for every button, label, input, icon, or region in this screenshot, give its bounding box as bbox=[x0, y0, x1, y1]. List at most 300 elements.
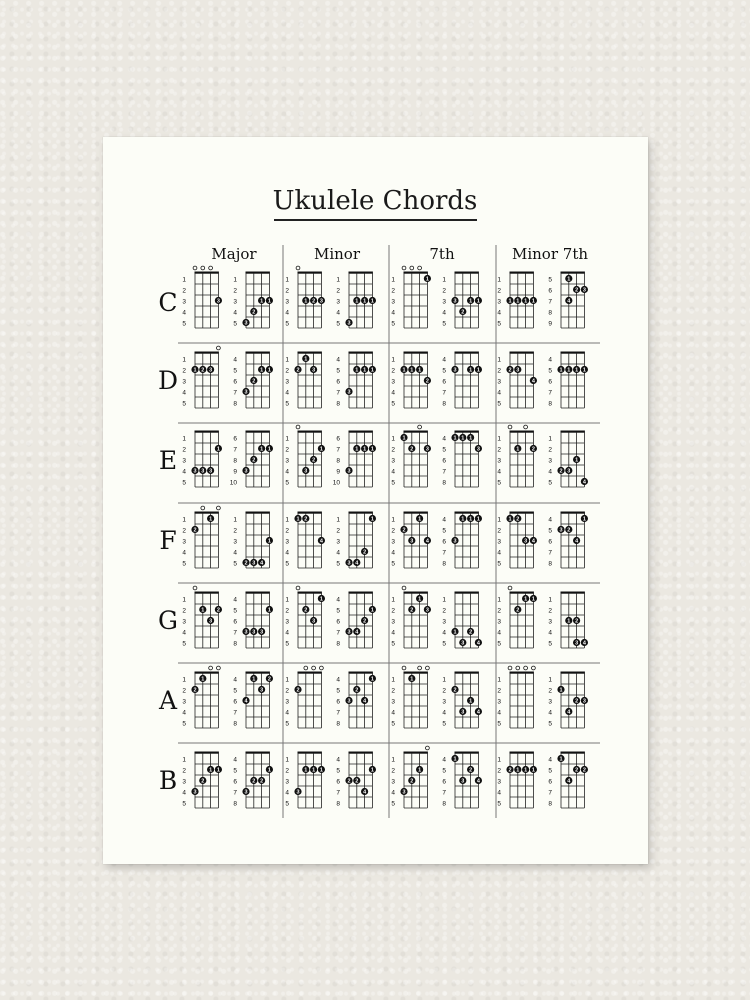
chord-c-8-fret-number: 5 bbox=[548, 276, 552, 284]
chord-a-8-finger-label: 2 bbox=[575, 698, 579, 705]
chord-g-3-fret-number: 1 bbox=[285, 596, 289, 604]
chord-a-8-fret-number: 3 bbox=[548, 698, 552, 706]
chord-c-5-open-string bbox=[418, 266, 422, 270]
chord-e-4-fret-number: 6 bbox=[336, 435, 340, 443]
chord-b-1-fret-number: 4 bbox=[182, 789, 186, 797]
chord-c-2-fret-number: 3 bbox=[233, 298, 237, 306]
chord-d-4-fret-number: 5 bbox=[336, 367, 340, 375]
chord-a-8-fret-number: 1 bbox=[548, 676, 552, 684]
chord-d-6-fret-number: 4 bbox=[442, 356, 446, 364]
chord-e-2-nut bbox=[246, 431, 270, 433]
row-label-d: D bbox=[157, 366, 179, 395]
chord-c-2-finger-label: 2 bbox=[252, 309, 256, 316]
chord-a-1-open-string bbox=[217, 666, 221, 670]
chord-a-1-finger-label: 1 bbox=[201, 676, 205, 683]
chord-b-1-fret-number: 3 bbox=[182, 778, 186, 786]
chord-b-8-nut bbox=[561, 752, 585, 754]
chord-e-7-fret-number: 5 bbox=[497, 479, 501, 487]
chord-f-8-finger-label: 1 bbox=[582, 516, 586, 523]
chord-b-7-finger-label: 1 bbox=[524, 767, 528, 774]
chord-f-1-fret-number: 4 bbox=[182, 549, 186, 557]
chord-e-3-fret-number: 5 bbox=[285, 479, 289, 487]
chord-a-1-fret-number: 3 bbox=[182, 698, 186, 706]
chord-e-3-finger-label: 2 bbox=[312, 457, 316, 464]
chord-a-4-finger-label: 4 bbox=[363, 698, 367, 705]
chord-f-4-nut bbox=[349, 512, 373, 514]
chord-a-5-fret-number: 4 bbox=[391, 709, 395, 717]
chord-g-6-fret-number: 5 bbox=[442, 640, 446, 648]
chord-c-1-open-string bbox=[193, 266, 197, 270]
chord-b-3-fret-number: 5 bbox=[285, 800, 289, 808]
chord-c-6-finger-label: 1 bbox=[469, 298, 473, 305]
chord-c-4-fret-number: 2 bbox=[336, 287, 340, 295]
chord-b-4-fret-number: 4 bbox=[336, 756, 340, 764]
chord-b-2-nut bbox=[246, 752, 270, 754]
chord-d-6-fret-number: 7 bbox=[442, 389, 446, 397]
chord-e-6-finger-label: 1 bbox=[461, 435, 465, 442]
chord-f-2-fret-number: 3 bbox=[233, 538, 237, 546]
chord-d-7-finger-label: 2 bbox=[508, 367, 512, 374]
chord-g-4-finger-label: 1 bbox=[370, 607, 374, 614]
chord-a-6-fret-number: 2 bbox=[442, 687, 446, 695]
chord-g-5-open-string bbox=[402, 586, 406, 590]
chord-g-6-fret-number: 1 bbox=[442, 596, 446, 604]
chord-g-7-fret-number: 2 bbox=[497, 607, 501, 615]
chord-g-2-nut bbox=[246, 592, 270, 594]
chord-b-2-fret-number: 7 bbox=[233, 789, 237, 797]
chord-b-2-fret-number: 5 bbox=[233, 767, 237, 775]
chord-f-2-nut bbox=[246, 512, 270, 514]
chord-d-4-finger-label: 1 bbox=[355, 367, 359, 374]
chord-c-3-open-string bbox=[296, 266, 300, 270]
chord-f-4-finger-label: 3 bbox=[347, 560, 351, 567]
chord-a-2-finger-label: 4 bbox=[244, 698, 248, 705]
chord-b-7-fret-number: 3 bbox=[497, 778, 501, 786]
chord-f-3-fret-number: 2 bbox=[285, 527, 289, 535]
chord-f-6-fret-number: 7 bbox=[442, 549, 446, 557]
chord-f-4-fret-number: 3 bbox=[336, 538, 340, 546]
chord-f-5-finger-label: 4 bbox=[425, 538, 429, 545]
row-label-g: G bbox=[158, 606, 178, 635]
chord-g-6-fret-number: 2 bbox=[442, 607, 446, 615]
chord-e-5-nut bbox=[404, 431, 428, 433]
chord-g-7-finger-label: 1 bbox=[531, 596, 535, 603]
chord-d-5-nut bbox=[404, 352, 428, 354]
column-header-minor: Minor bbox=[313, 245, 361, 263]
chord-e-1-finger-label: 1 bbox=[216, 446, 220, 453]
chord-c-6-finger-label: 1 bbox=[476, 298, 480, 305]
chord-c-8-finger-label: 3 bbox=[582, 287, 586, 294]
chord-e-4-fret-number: 7 bbox=[336, 446, 340, 454]
chord-e-1-finger-label: 3 bbox=[193, 468, 197, 475]
chord-a-5-fret-number: 1 bbox=[391, 676, 395, 684]
chord-g-8-fret-number: 3 bbox=[548, 618, 552, 626]
chord-b-6-fret-number: 8 bbox=[442, 800, 446, 808]
chord-f-8-finger-label: 3 bbox=[559, 527, 563, 534]
chord-f-3-finger-label: 1 bbox=[296, 516, 300, 523]
chord-b-8-fret-number: 8 bbox=[548, 800, 552, 808]
chord-g-6-fret-number: 4 bbox=[442, 629, 446, 637]
chord-c-3-finger-label: 2 bbox=[312, 298, 316, 305]
chord-d-8-finger-label: 1 bbox=[575, 367, 579, 374]
chord-g-6-finger-label: 4 bbox=[476, 640, 480, 647]
chord-d-4-finger-label: 3 bbox=[347, 389, 351, 396]
chord-e-7-nut bbox=[510, 431, 534, 433]
chord-a-1-fret-number: 2 bbox=[182, 687, 186, 695]
chord-c-7-fret-number: 2 bbox=[497, 287, 501, 295]
chord-b-1-fret-number: 2 bbox=[182, 767, 186, 775]
chord-d-7-finger-label: 3 bbox=[516, 367, 520, 374]
chord-f-2-fret-number: 4 bbox=[233, 549, 237, 557]
chord-d-2-finger-label: 1 bbox=[267, 367, 271, 374]
chord-c-4-fret-number: 3 bbox=[336, 298, 340, 306]
chord-f-3-finger-label: 4 bbox=[319, 538, 323, 545]
chord-f-7-finger-label: 4 bbox=[531, 538, 535, 545]
chord-b-4-fret-number: 6 bbox=[336, 778, 340, 786]
chord-e-7-finger-label: 1 bbox=[516, 446, 520, 453]
chord-a-8-finger-label: 4 bbox=[567, 709, 571, 716]
chord-b-8-finger-label: 2 bbox=[575, 767, 579, 774]
chord-e-1-fret-number: 3 bbox=[182, 457, 186, 465]
chord-a-6-fret-number: 5 bbox=[442, 720, 446, 728]
chord-b-1-fret-number: 5 bbox=[182, 800, 186, 808]
chord-g-3-nut bbox=[298, 592, 322, 594]
chord-f-8-finger-label: 2 bbox=[567, 527, 571, 534]
chord-g-5-fret-number: 5 bbox=[391, 640, 395, 648]
chord-d-4-fret-number: 6 bbox=[336, 378, 340, 386]
chord-d-2-fret-number: 8 bbox=[233, 400, 237, 408]
chord-c-4-finger-label: 3 bbox=[347, 320, 351, 327]
chord-a-1-fret-number: 4 bbox=[182, 709, 186, 717]
chord-c-3-fret-number: 3 bbox=[285, 298, 289, 306]
chord-b-5-nut bbox=[404, 752, 428, 754]
chord-a-6-nut bbox=[455, 672, 479, 674]
chord-f-5-fret-number: 1 bbox=[391, 516, 395, 524]
chord-b-1-finger-label: 2 bbox=[201, 778, 205, 785]
chord-d-5-fret-number: 1 bbox=[391, 356, 395, 364]
chord-d-6-finger-label: 1 bbox=[476, 367, 480, 374]
chord-c-4-fret-number: 1 bbox=[336, 276, 340, 284]
chord-e-3-fret-number: 3 bbox=[285, 457, 289, 465]
chord-c-4-fret-number: 4 bbox=[336, 309, 340, 317]
chord-e-8-fret-number: 3 bbox=[548, 457, 552, 465]
chord-g-4-fret-number: 6 bbox=[336, 618, 340, 626]
chord-a-5-fret-number: 3 bbox=[391, 698, 395, 706]
chord-b-5-fret-number: 5 bbox=[391, 800, 395, 808]
chord-f-1-finger-label: 2 bbox=[193, 527, 197, 534]
chord-e-1-fret-number: 5 bbox=[182, 479, 186, 487]
chord-e-1-fret-number: 2 bbox=[182, 446, 186, 454]
chord-b-3-finger-label: 3 bbox=[296, 789, 300, 796]
chord-e-8-fret-number: 4 bbox=[548, 468, 552, 476]
chord-c-2-finger-label: 3 bbox=[244, 320, 248, 327]
chord-e-8-finger-label: 4 bbox=[582, 479, 586, 486]
chord-c-1-fret-number: 1 bbox=[182, 276, 186, 284]
chord-g-5-finger-label: 1 bbox=[418, 596, 422, 603]
chord-a-4-fret-number: 8 bbox=[336, 720, 340, 728]
chord-c-7-fret-number: 5 bbox=[497, 320, 501, 328]
chord-c-1-nut bbox=[195, 272, 219, 274]
chord-d-2-fret-number: 4 bbox=[233, 356, 237, 364]
chord-d-2-finger-label: 2 bbox=[252, 378, 256, 385]
chord-d-1-nut bbox=[195, 352, 219, 354]
chord-c-1-fret-number: 2 bbox=[182, 287, 186, 295]
chord-b-8-fret-number: 5 bbox=[548, 767, 552, 775]
chord-c-8-fret-number: 8 bbox=[548, 309, 552, 317]
chord-f-4-finger-label: 1 bbox=[370, 516, 374, 523]
chord-a-3-fret-number: 3 bbox=[285, 698, 289, 706]
chord-f-7-fret-number: 5 bbox=[497, 560, 501, 568]
chord-a-4-nut bbox=[349, 672, 373, 674]
chord-c-2-finger-label: 1 bbox=[267, 298, 271, 305]
chord-d-3-fret-number: 2 bbox=[285, 367, 289, 375]
chord-g-1-fret-number: 2 bbox=[182, 607, 186, 615]
chord-g-2-fret-number: 6 bbox=[233, 618, 237, 626]
row-label-e: E bbox=[158, 446, 178, 475]
chord-a-4-fret-number: 7 bbox=[336, 709, 340, 717]
chord-f-2-finger-label: 3 bbox=[252, 560, 256, 567]
chord-g-3-fret-number: 4 bbox=[285, 629, 289, 637]
chord-d-4-fret-number: 8 bbox=[336, 400, 340, 408]
chord-a-3-fret-number: 5 bbox=[285, 720, 289, 728]
chord-c-3-nut bbox=[298, 272, 322, 274]
chord-a-3-fret-number: 4 bbox=[285, 709, 289, 717]
chord-e-7-fret-number: 1 bbox=[497, 435, 501, 443]
chord-e-5-finger-label: 1 bbox=[402, 435, 406, 442]
chord-f-7-fret-number: 3 bbox=[497, 538, 501, 546]
chord-c-5-nut bbox=[404, 272, 428, 274]
chord-f-5-fret-number: 3 bbox=[391, 538, 395, 546]
chord-d-5-fret-number: 4 bbox=[391, 389, 395, 397]
column-header-major: Major bbox=[211, 245, 257, 263]
chord-b-8-fret-number: 6 bbox=[548, 778, 552, 786]
chord-e-1-finger-label: 3 bbox=[209, 468, 213, 475]
chord-g-7-open-string bbox=[508, 586, 512, 590]
chord-f-7-finger-label: 3 bbox=[524, 538, 528, 545]
chord-e-6-finger-label: 1 bbox=[469, 435, 473, 442]
chord-f-3-fret-number: 5 bbox=[285, 560, 289, 568]
chord-d-1-fret-number: 5 bbox=[182, 400, 186, 408]
chord-b-3-finger-label: 1 bbox=[304, 767, 308, 774]
chord-e-6-fret-number: 4 bbox=[442, 435, 446, 443]
chord-d-1-fret-number: 1 bbox=[182, 356, 186, 364]
chord-d-5-finger-label: 1 bbox=[402, 367, 406, 374]
chord-c-8-fret-number: 6 bbox=[548, 287, 552, 295]
chord-g-3-fret-number: 3 bbox=[285, 618, 289, 626]
chord-b-4-fret-number: 8 bbox=[336, 800, 340, 808]
chord-f-6-nut bbox=[455, 512, 479, 514]
chord-g-7-fret-number: 1 bbox=[497, 596, 501, 604]
chord-f-1-fret-number: 3 bbox=[182, 538, 186, 546]
chord-c-5-fret-number: 4 bbox=[391, 309, 395, 317]
chord-f-1-fret-number: 2 bbox=[182, 527, 186, 535]
chord-a-3-nut bbox=[298, 672, 322, 674]
chord-e-5-fret-number: 1 bbox=[391, 435, 395, 443]
chord-d-2-fret-number: 7 bbox=[233, 389, 237, 397]
chord-a-6-finger-label: 3 bbox=[461, 709, 465, 716]
chord-d-8-fret-number: 7 bbox=[548, 389, 552, 397]
chord-f-8-fret-number: 7 bbox=[548, 549, 552, 557]
chord-d-2-fret-number: 5 bbox=[233, 367, 237, 375]
chord-a-2-fret-number: 7 bbox=[233, 709, 237, 717]
chord-d-5-fret-number: 3 bbox=[391, 378, 395, 386]
chord-e-8-finger-label: 2 bbox=[559, 468, 563, 475]
chord-e-7-fret-number: 3 bbox=[497, 457, 501, 465]
chord-g-6-finger-label: 1 bbox=[453, 629, 457, 636]
chord-e-7-fret-number: 2 bbox=[497, 446, 501, 454]
chord-b-4-finger-label: 4 bbox=[363, 789, 367, 796]
chord-d-1-finger-label: 1 bbox=[193, 367, 197, 374]
chord-g-1-fret-number: 4 bbox=[182, 629, 186, 637]
chord-f-5-finger-label: 2 bbox=[402, 527, 406, 534]
chord-f-6-fret-number: 5 bbox=[442, 527, 446, 535]
row-label-f: F bbox=[159, 526, 177, 555]
chord-c-6-fret-number: 5 bbox=[442, 320, 446, 328]
chord-b-2-finger-label: 3 bbox=[244, 789, 248, 796]
chord-e-5-open-string bbox=[418, 425, 422, 429]
chord-b-4-finger-label: 2 bbox=[347, 778, 351, 785]
chord-a-7-fret-number: 5 bbox=[497, 720, 501, 728]
chord-c-4-fret-number: 5 bbox=[336, 320, 340, 328]
chord-f-5-finger-label: 1 bbox=[418, 516, 422, 523]
chord-d-5-finger-label: 1 bbox=[418, 367, 422, 374]
chord-b-5-finger-label: 2 bbox=[410, 778, 414, 785]
chord-e-3-finger-label: 1 bbox=[319, 446, 323, 453]
chord-b-5-open-string bbox=[426, 746, 430, 750]
chord-g-2-fret-number: 4 bbox=[233, 596, 237, 604]
chord-e-8-fret-number: 5 bbox=[548, 479, 552, 487]
chord-f-3-fret-number: 4 bbox=[285, 549, 289, 557]
chord-c-3-finger-label: 1 bbox=[304, 298, 308, 305]
chord-g-4-finger-label: 2 bbox=[363, 618, 367, 625]
chord-g-6-nut bbox=[455, 592, 479, 594]
chord-b-5-finger-label: 3 bbox=[402, 789, 406, 796]
chord-a-1-fret-number: 5 bbox=[182, 720, 186, 728]
chord-a-8-finger-label: 1 bbox=[559, 687, 563, 694]
chord-g-1-fret-number: 1 bbox=[182, 596, 186, 604]
chord-g-2-finger-label: 3 bbox=[244, 629, 248, 636]
chord-g-8-finger-label: 4 bbox=[582, 640, 586, 647]
chord-c-4-nut bbox=[349, 272, 373, 274]
chord-e-4-finger-label: 1 bbox=[355, 446, 359, 453]
chord-b-5-fret-number: 2 bbox=[391, 767, 395, 775]
chord-b-1-finger-label: 1 bbox=[209, 767, 213, 774]
chord-a-5-fret-number: 5 bbox=[391, 720, 395, 728]
chord-f-5-fret-number: 2 bbox=[391, 527, 395, 535]
chord-b-2-finger-label: 1 bbox=[267, 767, 271, 774]
chord-b-3-finger-label: 1 bbox=[312, 767, 316, 774]
chord-a-8-nut bbox=[561, 672, 585, 674]
chord-e-4-finger-label: 1 bbox=[363, 446, 367, 453]
chord-d-6-nut bbox=[455, 352, 479, 354]
chord-c-2-fret-number: 1 bbox=[233, 276, 237, 284]
chord-a-3-fret-number: 1 bbox=[285, 676, 289, 684]
chord-d-2-fret-number: 6 bbox=[233, 378, 237, 386]
chord-d-3-fret-number: 4 bbox=[285, 389, 289, 397]
chord-c-1-open-string bbox=[209, 266, 213, 270]
chord-c-7-finger-label: 1 bbox=[508, 298, 512, 305]
chord-b-2-fret-number: 4 bbox=[233, 756, 237, 764]
chord-c-6-fret-number: 2 bbox=[442, 287, 446, 295]
chord-a-2-fret-number: 4 bbox=[233, 676, 237, 684]
chord-e-4-nut bbox=[349, 431, 373, 433]
chord-a-2-fret-number: 6 bbox=[233, 698, 237, 706]
chord-d-3-finger-label: 3 bbox=[312, 367, 316, 374]
chord-e-1-finger-label: 3 bbox=[201, 468, 205, 475]
chord-c-8-nut bbox=[561, 272, 585, 274]
chord-d-4-finger-label: 1 bbox=[370, 367, 374, 374]
chord-g-8-fret-number: 2 bbox=[548, 607, 552, 615]
chord-f-8-fret-number: 5 bbox=[548, 527, 552, 535]
chord-b-7-fret-number: 5 bbox=[497, 800, 501, 808]
chord-e-3-open-string bbox=[296, 425, 300, 429]
chord-f-5-fret-number: 4 bbox=[391, 549, 395, 557]
chord-d-7-fret-number: 1 bbox=[497, 356, 501, 364]
chord-d-7-fret-number: 2 bbox=[497, 367, 501, 375]
chord-c-5-fret-number: 3 bbox=[391, 298, 395, 306]
chord-g-4-fret-number: 8 bbox=[336, 640, 340, 648]
chord-g-5-nut bbox=[404, 592, 428, 594]
chord-c-8-finger-label: 1 bbox=[567, 276, 571, 283]
chord-g-2-finger-label: 3 bbox=[260, 629, 264, 636]
chord-c-8-fret-number: 9 bbox=[548, 320, 552, 328]
chord-f-8-fret-number: 8 bbox=[548, 560, 552, 568]
chord-b-7-fret-number: 4 bbox=[497, 789, 501, 797]
chord-a-4-finger-label: 1 bbox=[370, 676, 374, 683]
chord-g-5-finger-label: 3 bbox=[425, 607, 429, 614]
chord-a-5-open-string bbox=[418, 666, 422, 670]
chord-a-1-nut bbox=[195, 672, 219, 674]
chord-e-3-fret-number: 1 bbox=[285, 435, 289, 443]
chord-c-6-fret-number: 1 bbox=[442, 276, 446, 284]
chord-b-2-finger-label: 2 bbox=[252, 778, 256, 785]
chord-b-1-finger-label: 3 bbox=[193, 789, 197, 796]
chord-b-8-finger-label: 4 bbox=[567, 778, 571, 785]
chord-b-3-nut bbox=[298, 752, 322, 754]
chord-g-8-fret-number: 1 bbox=[548, 596, 552, 604]
chord-d-7-finger-label: 4 bbox=[531, 378, 535, 385]
row-label-b: B bbox=[158, 766, 178, 795]
chord-b-6-fret-number: 6 bbox=[442, 778, 446, 786]
chord-g-3-open-string bbox=[296, 586, 300, 590]
chord-e-6-fret-number: 6 bbox=[442, 457, 446, 465]
chord-a-8-fret-number: 5 bbox=[548, 720, 552, 728]
chord-e-2-finger-label: 1 bbox=[267, 446, 271, 453]
chord-f-1-open-string bbox=[201, 506, 205, 510]
chord-f-8-fret-number: 4 bbox=[548, 516, 552, 524]
chord-b-2-fret-number: 6 bbox=[233, 778, 237, 786]
chord-g-8-nut bbox=[561, 592, 585, 594]
chord-d-5-fret-number: 2 bbox=[391, 367, 395, 375]
chord-c-1-fret-number: 5 bbox=[182, 320, 186, 328]
chord-e-7-open-string bbox=[508, 425, 512, 429]
chord-d-2-finger-label: 3 bbox=[244, 389, 248, 396]
chord-f-1-open-string bbox=[217, 506, 221, 510]
row-label-c: C bbox=[158, 288, 178, 317]
chord-g-7-fret-number: 3 bbox=[497, 618, 501, 626]
chord-a-6-fret-number: 1 bbox=[442, 676, 446, 684]
chord-a-2-nut bbox=[246, 672, 270, 674]
chord-c-7-fret-number: 4 bbox=[497, 309, 501, 317]
chord-a-2-finger-label: 3 bbox=[260, 687, 264, 694]
chord-g-3-finger-label: 2 bbox=[304, 607, 308, 614]
chord-b-4-finger-label: 2 bbox=[355, 778, 359, 785]
chord-a-4-fret-number: 5 bbox=[336, 687, 340, 695]
chord-f-8-fret-number: 6 bbox=[548, 538, 552, 546]
chord-g-1-finger-label: 2 bbox=[216, 607, 220, 614]
chord-b-3-finger-label: 1 bbox=[319, 767, 323, 774]
chord-a-6-fret-number: 3 bbox=[442, 698, 446, 706]
